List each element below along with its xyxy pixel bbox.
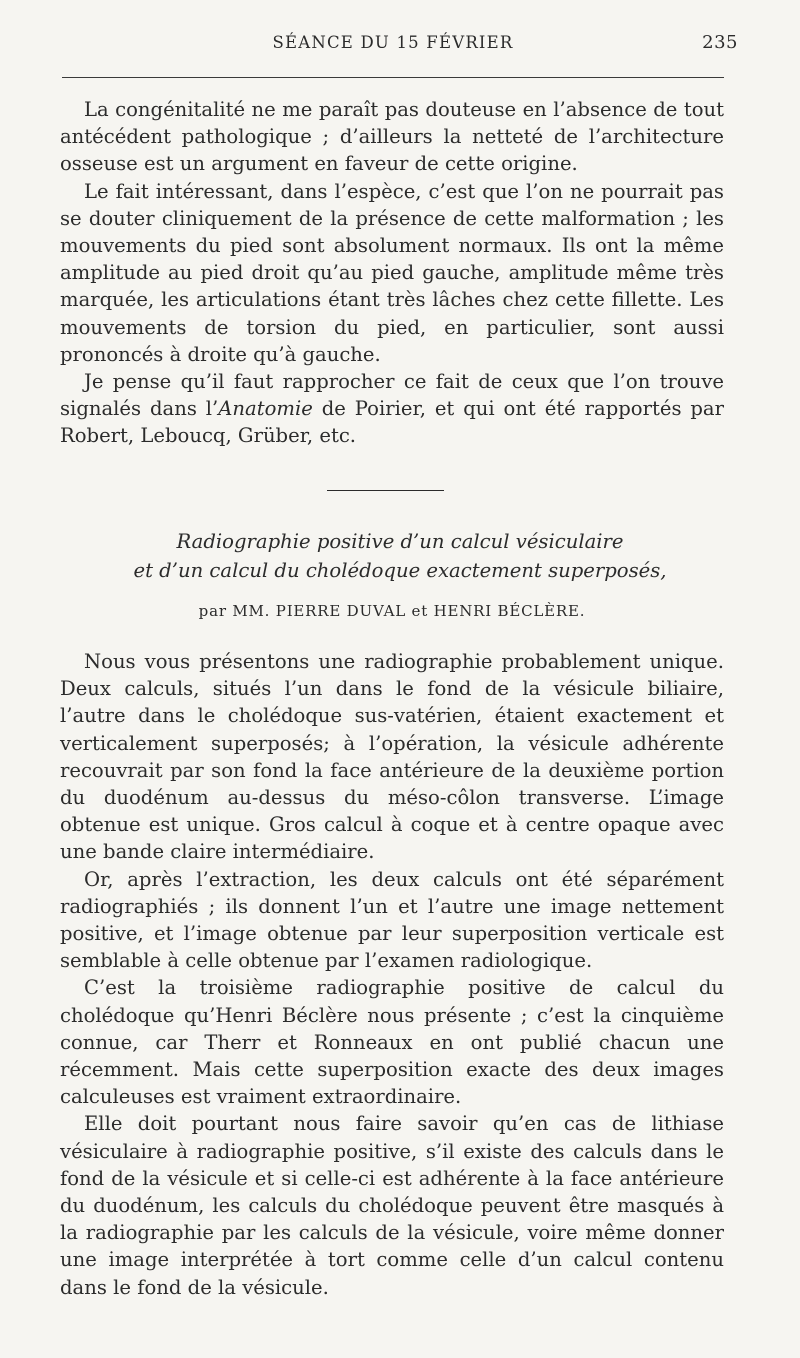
section-divider: [327, 490, 444, 491]
paragraph: [60, 368, 724, 450]
running-head: [62, 32, 738, 59]
article-body: [60, 648, 724, 1301]
article-title-line: et d’un calcul du cholédoque exactement superposés,: [133, 559, 667, 582]
paragraph: La congénitalité ne me paraît pas douteuse en l’absence de tout antécédent pathologique ; d’ailleurs la netteté de l’architecture osseuse est un argument en faveur de cette origine.: [60, 98, 724, 176]
paragraph-text: de Poirier, et qui ont été rapportés par Robert, Leboucq, Grüber, etc.: [60, 397, 724, 448]
paragraph: Or, après l’extraction, les deux calculs ont été séparément radiographiés ; ils donnent l’un et l’autre une image nettement positive, et l’image obtenue par leur superposition verticale est semblable à celle obtenue par l’examen radiologique.: [60, 867, 724, 973]
paragraph-text: Je pense qu’il faut rapprocher ce fait de ceux que l’on trouve signalés dans l’: [60, 370, 724, 421]
paragraph: C’est la troisième radiographie positive de calcul du cholédoque qu’Henri Béclère nous présente ; c’est la cinquième connue, car Therr et Ronneaux en ont publié chacun une récemment. Mais cette superposition exacte des deux images calculeuses est vraiment extraordinaire.: [60, 976, 724, 1109]
paragraph: Le fait intéressant, dans l’espèce, c’est que l’on ne pourrait pas se douter cliniquement de la présence de cette malformation ; les mouvements du pied sont absolument normaux. Ils ont la même amplitude au pied droit qu’au pied gauche, amplitude même très marquée, les articulations étant très lâches chez cette fillette. Les mouvements de torsion du pied, en particulier, sont aussi prononcés à droite qu’à gauche.: [60, 179, 724, 366]
article-title-line: Radiographie positive d’un calcul vésiculaire: [176, 530, 624, 553]
header-rule: [62, 77, 724, 78]
paragraph: Elle doit pourtant nous faire savoir qu’en cas de lithiase vésiculaire à radiographie positive, s’il existe des calculs dans le fond de la vésicule et si celle-ci est adhérente à la face antérieure du duodénum, les calculs du cholédoque peuvent être masqués à la radiographie par les calculs de la vésicule, voire même donner une image interprétée à tort comme celle d’un calcul contenu dans le fond de la vésicule.: [60, 1112, 724, 1299]
paragraph: Nous vous présentons une radiographie probablement unique. Deux calculs, situés l’un dans le fond de la vésicule biliaire, l’autre dans le cholédoque sus-vatérien, étaient exactement et verticalement superposés; à l’opération, la vésicule adhérente recouvrait par son fond la face antérieure de la deuxième portion du duodénum au-dessus du méso-côlon transverse. L’image obtenue est unique. Gros calcul à coque et à centre opaque avec une bande claire intermédiaire.: [60, 650, 724, 864]
article-title: [60, 527, 740, 585]
page-number: 235: [702, 32, 738, 53]
article-authors: par MM. PIERRE DUVAL et HENRI BÉCLÈRE.: [198, 602, 586, 620]
italic-work-title: Anatomie: [218, 397, 313, 421]
running-title: SÉANCE DU 15 FÉVRIER: [272, 33, 514, 52]
previous-article-text: [60, 96, 724, 450]
